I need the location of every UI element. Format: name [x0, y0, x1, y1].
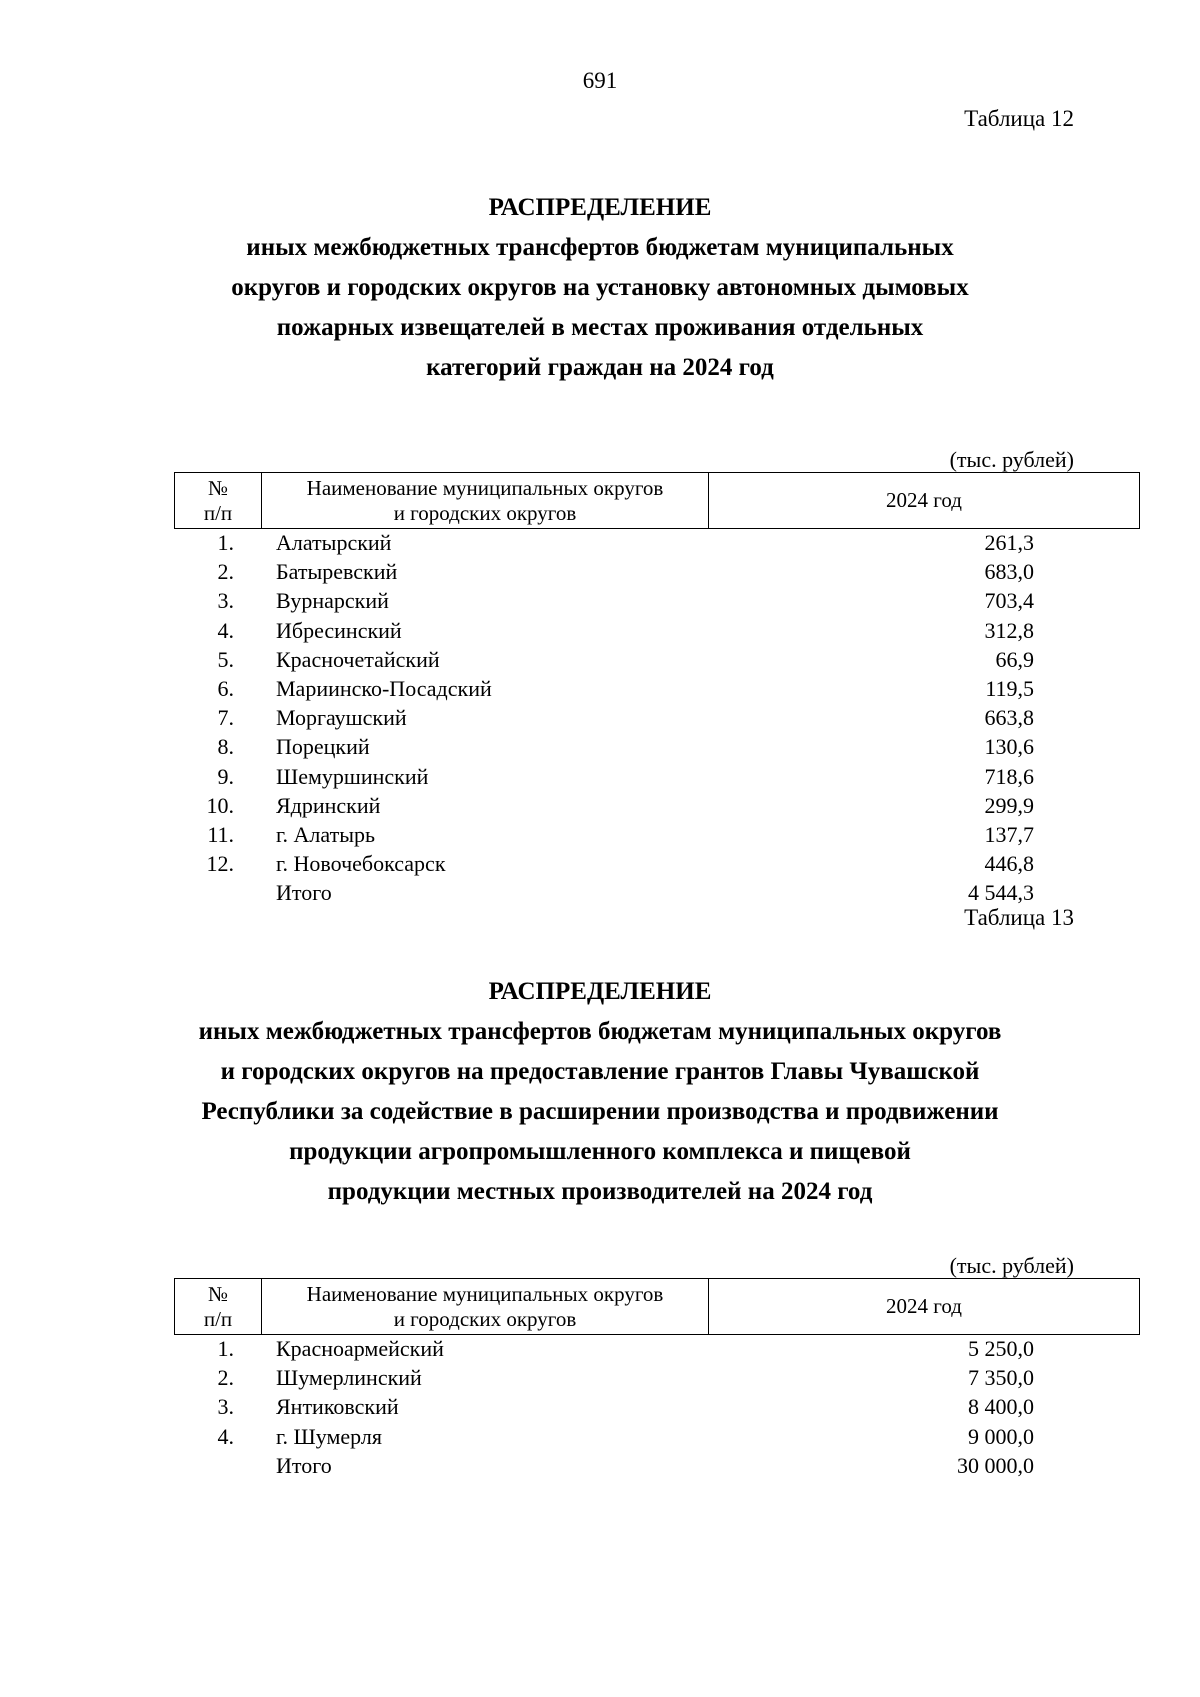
table-row — [174, 586, 1140, 615]
table-row — [174, 616, 1140, 645]
table-label: Таблица 12 — [964, 106, 1074, 131]
row-value: 30 000,0 — [957, 1452, 1034, 1478]
header-number-line: п/п — [203, 1306, 233, 1331]
row-number — [174, 1451, 234, 1480]
row-number: 6. — [217, 675, 234, 701]
title-line: РАСПРЕДЕЛЕНИЕ — [488, 194, 712, 221]
header-year: 2024 год — [886, 1294, 962, 1318]
table-row — [174, 849, 1140, 878]
row-value: 7 350,0 — [968, 1365, 1034, 1391]
row-name: Ибресинский — [276, 617, 402, 643]
table-row — [174, 1363, 1140, 1392]
row-number: 4. — [217, 617, 234, 643]
row-value: 9 000,0 — [968, 1423, 1034, 1449]
table-header — [174, 1278, 1140, 1335]
header-name — [262, 473, 709, 528]
table-row — [174, 1392, 1140, 1421]
row-name: Порецкий — [276, 734, 370, 760]
title-line: РАСПРЕДЕЛЕНИЕ — [488, 978, 712, 1005]
header-year: 2024 год — [886, 488, 962, 512]
table-body — [174, 1334, 1140, 1480]
title-line: продукции агропромышленного комплекса и пищевой — [289, 1138, 911, 1165]
row-value: 8 400,0 — [968, 1394, 1034, 1420]
title-line: округов и городских округов на установку автономных дымовых — [231, 274, 969, 301]
row-value: 718,6 — [984, 763, 1034, 789]
row-number: 11. — [207, 821, 234, 847]
row-name: Моргаушский — [276, 705, 407, 731]
row-name: Красночетайский — [276, 646, 440, 672]
row-name: Итого — [276, 1452, 332, 1478]
table-row — [174, 1422, 1140, 1451]
row-number: 3. — [217, 588, 234, 614]
header-number-line: № — [207, 475, 229, 500]
table-row — [174, 1334, 1140, 1363]
table-row — [174, 732, 1140, 761]
header-number-line: п/п — [203, 500, 233, 525]
table-header — [174, 472, 1140, 529]
title-line: иных межбюджетных трансфертов бюджетам муниципальных округов — [198, 1018, 1002, 1045]
row-number: 9. — [217, 763, 234, 789]
page-number: 691 — [582, 68, 618, 93]
row-number: 7. — [217, 705, 234, 731]
row-number: 5. — [217, 646, 234, 672]
row-value: 4 544,3 — [968, 880, 1034, 906]
header-number — [175, 473, 262, 528]
row-number: 8. — [217, 734, 234, 760]
row-value: 312,8 — [984, 617, 1034, 643]
table-row — [174, 703, 1140, 732]
row-number: 2. — [217, 559, 234, 585]
row-name: Красноармейский — [276, 1336, 444, 1361]
table-row — [174, 791, 1140, 820]
row-name: г. Алатырь — [276, 821, 376, 847]
row-number — [174, 878, 234, 907]
header-name-line: Наименование муниципальных округов — [306, 475, 664, 500]
row-value: 663,8 — [984, 705, 1034, 731]
row-name: Вурнарский — [276, 588, 389, 614]
row-number: 3. — [217, 1394, 234, 1420]
row-value: 703,4 — [984, 588, 1034, 614]
row-number: 12. — [206, 851, 234, 877]
row-name: Алатырский — [276, 530, 392, 555]
row-number: 2. — [217, 1365, 234, 1391]
table-label: Таблица 13 — [964, 905, 1074, 930]
table-row — [174, 674, 1140, 703]
header-name-line: и городских округов — [393, 1306, 577, 1331]
row-number: 10. — [206, 792, 234, 818]
row-name: Итого — [276, 880, 332, 906]
units-note: (тыс. рублей) — [949, 447, 1074, 472]
row-number: 1. — [217, 1336, 234, 1361]
row-value: 130,6 — [984, 734, 1034, 760]
row-name: Шумерлинский — [276, 1365, 422, 1391]
row-name: Мариинско-Посадский — [276, 675, 492, 701]
row-name: г. Шумерля — [276, 1423, 382, 1449]
row-name: Батыревский — [276, 559, 398, 585]
header-name-line: Наименование муниципальных округов — [306, 1281, 664, 1306]
header-number-line: № — [207, 1281, 229, 1306]
table-row — [174, 557, 1140, 586]
title-line: и городских округов на предоставление грантов Главы Чувашской — [220, 1058, 980, 1085]
table-body — [174, 528, 1140, 907]
total-row — [174, 1451, 1140, 1480]
row-value: 66,9 — [995, 646, 1034, 672]
row-name: г. Новочебоксарск — [276, 851, 446, 877]
row-name: Ядринский — [276, 792, 381, 818]
row-number: 1. — [217, 530, 234, 555]
header-name — [262, 1279, 709, 1334]
header-name-line: и городских округов — [393, 500, 577, 525]
units-note: (тыс. рублей) — [949, 1253, 1074, 1278]
row-number: 4. — [217, 1423, 234, 1449]
total-row — [174, 878, 1140, 907]
table-title — [0, 972, 1200, 1212]
title-line: категорий граждан на 2024 год — [426, 354, 774, 381]
table-row — [174, 820, 1140, 849]
row-value: 119,5 — [985, 675, 1034, 701]
row-value: 137,7 — [984, 821, 1034, 847]
title-line: Республики за содействие в расширении производства и продвижении — [201, 1098, 999, 1125]
row-name: Шемуршинский — [276, 763, 429, 789]
row-value: 446,8 — [984, 851, 1034, 877]
header-number — [175, 1279, 262, 1334]
row-value: 261,3 — [984, 530, 1034, 555]
row-value: 683,0 — [984, 559, 1034, 585]
table-row — [174, 645, 1140, 674]
row-value: 299,9 — [984, 792, 1034, 818]
row-value: 5 250,0 — [968, 1336, 1034, 1361]
title-line: иных межбюджетных трансфертов бюджетам муниципальных — [246, 234, 954, 261]
table-title — [0, 188, 1200, 388]
row-name: Янтиковский — [276, 1394, 399, 1420]
table-row — [174, 762, 1140, 791]
title-line: пожарных извещателей в местах проживания отдельных — [276, 314, 924, 341]
table-row — [174, 528, 1140, 557]
title-line: продукции местных производителей на 2024 год — [327, 1178, 873, 1205]
